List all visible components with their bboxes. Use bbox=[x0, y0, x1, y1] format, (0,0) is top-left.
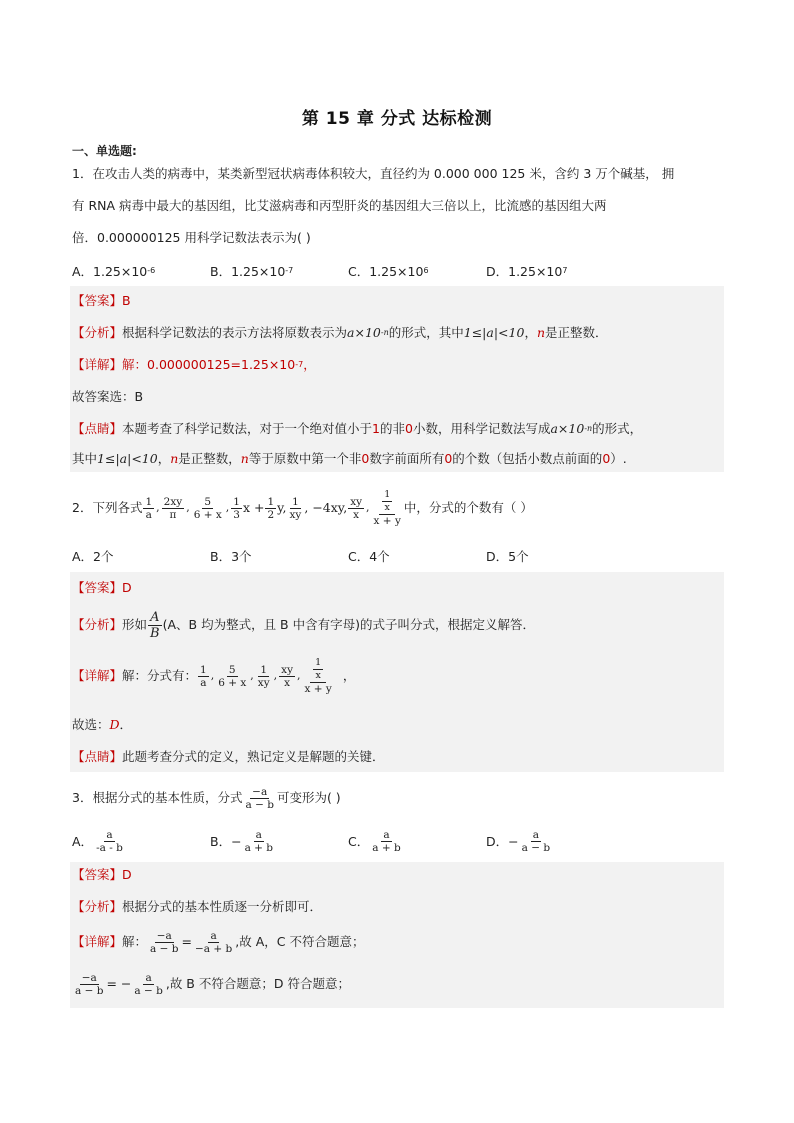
fraction: $\frac{a}{a - b}$ bbox=[134, 971, 163, 997]
fraction: $\frac{1}{2}$ bbox=[267, 495, 275, 521]
q3-answer: 【答案】 D bbox=[72, 867, 132, 882]
q1-conclusion: 故答案选：B bbox=[72, 389, 144, 404]
fraction: $\frac{\frac{1}{x}}{x + y}$ bbox=[304, 657, 332, 695]
fraction: $\frac{A}{B}$ bbox=[150, 609, 160, 641]
q3-option-a[interactable]: A． $\frac{a}{-a - b}$ bbox=[72, 828, 123, 854]
q1-option-b[interactable]: B．1.25×10 -7 bbox=[210, 264, 294, 279]
fraction: $\frac{2xy}{\pi}$ bbox=[163, 495, 183, 521]
fraction: $\frac{1}{a}$ bbox=[200, 663, 207, 689]
q1-option-c[interactable]: C．1.25×10 6 bbox=[348, 264, 429, 279]
fraction: $\frac{a}{-a + b}$ bbox=[194, 929, 233, 955]
page-title: 第 15 章 分式 达标检测 bbox=[301, 109, 493, 129]
q1-option-a[interactable]: A．1.25×10 -6 bbox=[72, 264, 156, 279]
q3-option-c[interactable]: C． $\frac{a}{a + b}$ bbox=[348, 828, 401, 854]
fraction: $\frac{a}{a + b}$ bbox=[244, 828, 274, 854]
q3-option-d[interactable]: D． − $\frac{a}{a - b}$ bbox=[486, 828, 551, 854]
fraction: $\frac{\frac{1}{x}}{x + y}$ bbox=[373, 489, 401, 527]
q1-solution-panel bbox=[70, 286, 724, 472]
q3-options bbox=[72, 826, 624, 856]
q2-option-d[interactable]: D．5个 bbox=[486, 549, 529, 564]
q2-options bbox=[72, 545, 624, 567]
q1-stem-line-2: 有 RNA 病毒中最大的基因组，比艾滋病毒和丙型肝炎的基因组大三倍以上，比流感的基因组大两 bbox=[72, 198, 607, 213]
fraction: $\frac{5}{6 + x}$ bbox=[218, 663, 247, 689]
q2-detail: 【详解】 解：分式有： $\frac{1}{a}$ , $\frac{5}{6 + x}$ , $\frac{1}{xy}$ , $\frac{xy}{x}$ , $\frac{\frac{1}{x}}{x + y}$ ， bbox=[72, 657, 356, 695]
fraction: $\frac{xy}{x}$ bbox=[350, 495, 363, 521]
fraction: $\frac{-a}{a - b}$ bbox=[245, 785, 274, 811]
fraction: $\frac{a}{a + b}$ bbox=[372, 828, 401, 854]
q1-comment-line-2: 其中 1≤|a|<10 ， n 是正整数， n 等于原数中第一个非 0 数字前面所有 0 的个数（包括小数点前面的 0 ）. bbox=[72, 451, 627, 466]
fraction: $\frac{1}{a}$ bbox=[145, 495, 153, 521]
q2-option-c[interactable]: C．4个 bbox=[348, 549, 390, 564]
q3-analysis: 【分析】 根据分式的基本性质逐一分析即可． bbox=[72, 899, 323, 914]
q2-comment: 【点睛】 此题考查分式的定义，熟记定义是解题的关键． bbox=[72, 749, 385, 764]
q2-analysis: 【分析】 形如 $\frac{A}{B}$ (A、B 均为整式，且 B 中含有字母)的式子叫分式，根据定义解答． bbox=[72, 609, 535, 641]
fraction: $\frac{xy}{x}$ bbox=[281, 663, 294, 689]
q1-option-d[interactable]: D．1.25×10 7 bbox=[486, 264, 568, 279]
q1-options bbox=[72, 260, 624, 282]
fraction: $\frac{a}{a - b}$ bbox=[521, 828, 551, 854]
section-heading: 一、单选题: bbox=[72, 144, 137, 158]
fraction: $\frac{-a}{a - b}$ bbox=[75, 971, 104, 997]
fraction: $\frac{a}{-a - b}$ bbox=[96, 828, 123, 854]
fraction: $\frac{-a}{a - b}$ bbox=[150, 929, 179, 955]
q1-stem-line-1: 1．在攻击人类的病毒中，某类新型冠状病毒体积较大，直径约为 0.000 000 125 米，含约 3 万个碱基， 拥 bbox=[72, 166, 675, 181]
q1-comment-line-1: 【点睛】 本题考查了科学记数法，对于一个绝对值小于 1 的非 0 小数，用科学记数法写成 a×10 -n 的形式， bbox=[72, 421, 643, 436]
q2-option-a[interactable]: A．2个 bbox=[72, 549, 114, 564]
q2-answer: 【答案】 D bbox=[72, 580, 132, 595]
q3-stem: 3．根据分式的基本性质，分式 $\frac{-a}{a - b}$ 可变形为( ) bbox=[72, 785, 341, 811]
q1-detail: 【详解】 解：0.000000125=1.25×10 -7 ， bbox=[72, 357, 316, 372]
q2-stem: 2．下列各式 $\frac{1}{a}$ , $\frac{2xy}{\pi}$ , $\frac{5}{6 + x}$ , $\frac{1}{3}$ x + $\frac{1}{2}$ y, $\frac{1}{xy}$ , −4xy, $\frac{xy}{x}$ , $\frac{\frac{1}{x}}{x + y}$ 中，分式的个数有（ ） bbox=[72, 489, 533, 527]
q1-stem-line-3: 倍．0.000000125 用科学记数法表示为( ) bbox=[72, 230, 311, 245]
fraction: $\frac{5}{6 + x}$ bbox=[193, 495, 222, 521]
q3-option-b[interactable]: B． − $\frac{a}{a + b}$ bbox=[210, 828, 274, 854]
q1-analysis: 【分析】 根据科学记数法的表示方法将原数表示为 a×10 -n 的形式，其中 1≤|a|<10 ， n 是正整数． bbox=[72, 325, 608, 340]
q3-detail: 【详解】 解： $\frac{-a}{a - b}$ = $\frac{a}{-a + b}$ ,故 A，C 不符合题意； bbox=[72, 929, 365, 955]
q3-detail-2: $\frac{-a}{a - b}$ = − $\frac{a}{a - b}$ ,故 B 不符合题意；D 符合题意； bbox=[75, 971, 350, 997]
q1-answer: 【答案】 B bbox=[72, 293, 131, 308]
q2-conclusion: 故选： D ． bbox=[72, 717, 133, 732]
fraction: $\frac{1}{xy}$ bbox=[257, 663, 270, 689]
fraction: $\frac{1}{3}$ bbox=[233, 495, 240, 521]
q2-option-b[interactable]: B．3个 bbox=[210, 549, 252, 564]
fraction: $\frac{1}{xy}$ bbox=[289, 495, 302, 521]
